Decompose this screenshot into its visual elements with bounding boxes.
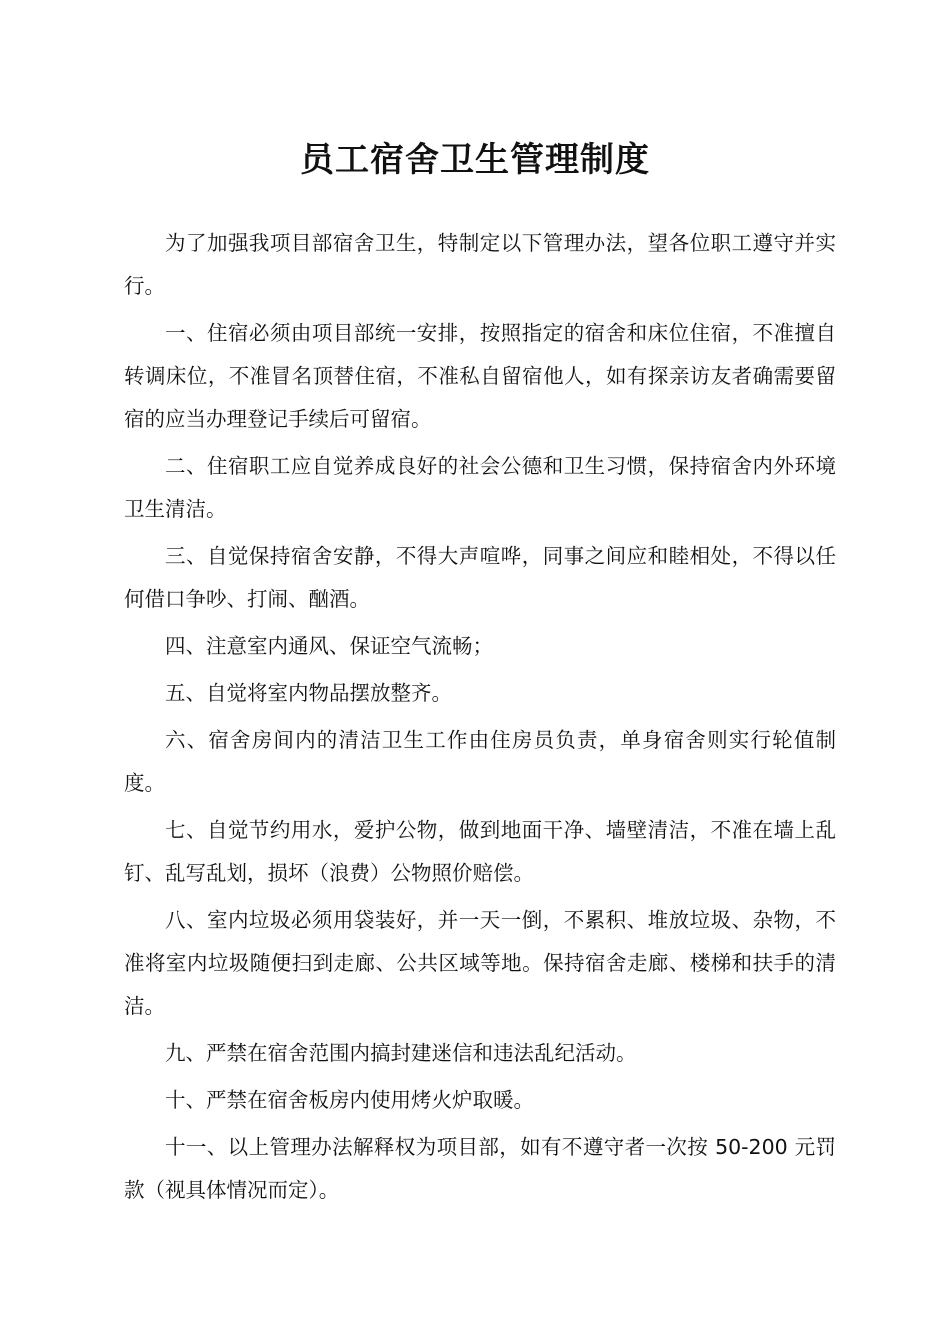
document-title: 员工宿舍卫生管理制度 (300, 140, 650, 180)
paragraph-rule-3: 三、自觉保持宿舍安静，不得大声喧哗，同事之间应和睦相处，不得以任何借口争吵、打闹、酗酒。 (124, 544, 836, 611)
paragraph-rule-4: 四、注意室内通风、保证空气流畅； (165, 634, 493, 658)
paragraph-intro: 为了加强我项目部宿舍卫生，特制定以下管理办法，望各位职工遵守并实行。 (124, 231, 836, 298)
paragraph-rule-10: 十、严禁在宿舍板房内使用烤火炉取暖。 (165, 1088, 534, 1112)
document-body (124, 222, 836, 1216)
paragraph-rule-8: 八、室内垃圾必须用袋装好，并一天一倒，不累积、堆放垃圾、杂物，不准将室内垃圾随便扫到走廊、公共区域等地。保持宿舍走廊、楼梯和扶手的清洁。 (124, 908, 836, 1018)
paragraph-rule-2: 二、住宿职工应自觉养成良好的社会公德和卫生习惯，保持宿舍内外环境卫生清洁。 (124, 454, 836, 521)
paragraph-rule-6: 六、宿舍房间内的清洁卫生工作由住房员负责，单身宿舍则实行轮值制度。 (124, 728, 836, 795)
paragraph-rule-11: 十一、以上管理办法解释权为项目部，如有不遵守者一次按 50-200 元罚款（视具体情况而定）。 (124, 1135, 836, 1202)
paragraph-rule-7: 七、自觉节约用水，爱护公物，做到地面干净、墙壁清洁，不准在墙上乱钉、乱写乱划，损坏（浪费）公物照价赔偿。 (124, 818, 836, 885)
paragraph-rule-1: 一、住宿必须由项目部统一安排，按照指定的宿舍和床位住宿，不准擅自转调床位，不准冒名顶替住宿，不准私自留宿他人，如有探亲访友者确需要留宿的应当办理登记手续后可留宿。 (124, 321, 836, 431)
paragraph-rule-9: 九、严禁在宿舍范围内搞封建迷信和违法乱纪活动。 (165, 1041, 637, 1065)
paragraph-rule-5: 五、自觉将室内物品摆放整齐。 (165, 681, 452, 705)
